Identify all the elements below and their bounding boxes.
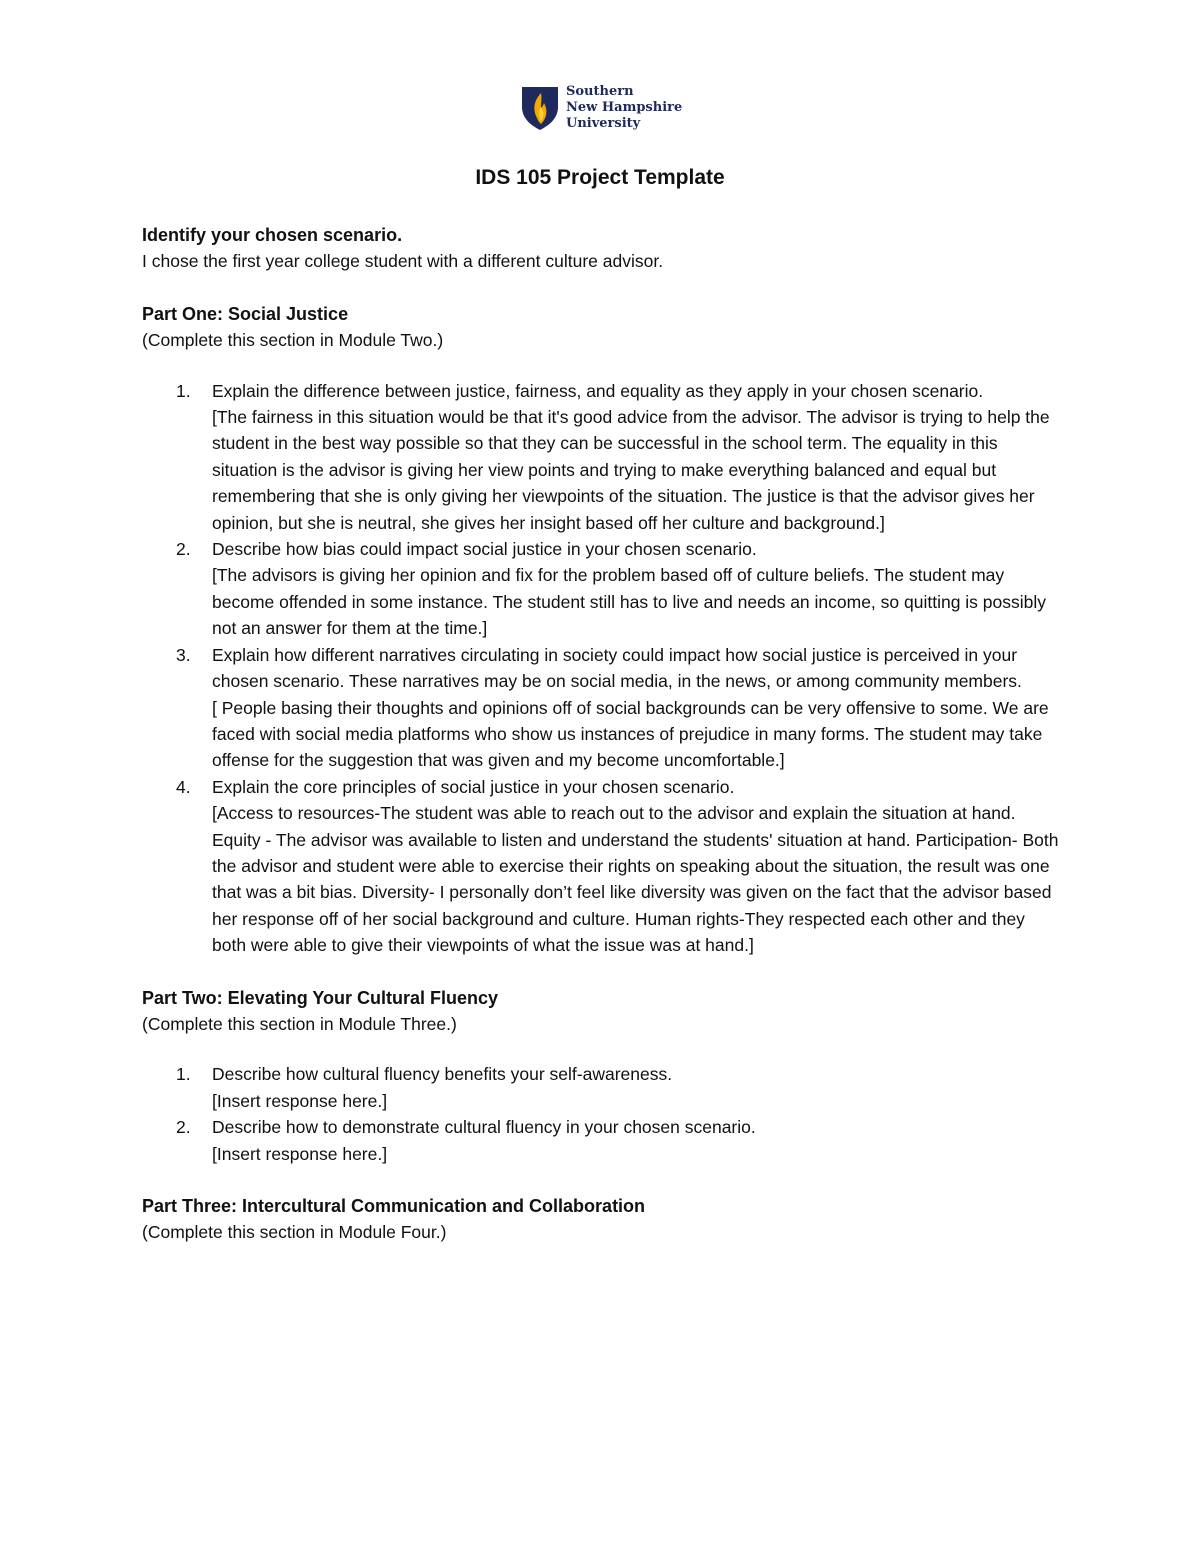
question-text: Explain the difference between justice, fairness, and equality as they apply in your chosen scenario. <box>212 380 984 401</box>
response-text: [Access to resources-The student was able to reach out to the advisor and explain the situation at hand. Equity - The advisor was available to listen and understand the students' situation at hand. Participation- Both the advisor and student were able to exercise their rights on speaking about the situation, the result was one that was a bit bias. Diversity- I personally don’t feel like diversity was given on the fact that the advisor based her response off of her social background and culture. Human rights-They respected each other and they both were able to give their viewpoints of what the issue was at hand.] <box>212 803 1059 956</box>
document-title: IDS 105 Project Template <box>475 166 725 189</box>
item-number: 4. <box>176 776 191 797</box>
scenario-response: I chose the first year college student with a different culture advisor. <box>142 251 664 272</box>
logo-line-1: Southern <box>566 84 634 99</box>
document-body <box>142 222 1062 1246</box>
part-two-heading: Part Two: Elevating Your Cultural Fluency <box>142 987 499 1008</box>
question-text: Describe how cultural fluency benefits your self-awareness. <box>212 1064 673 1085</box>
list-item <box>142 536 1062 642</box>
question-text: Explain how different narratives circulating in society could impact how social justice is perceived in your chosen scenario. These narratives may be on social media, in the news, or among community members. <box>212 644 1022 692</box>
part-three-heading: Part Three: Intercultural Communication and Collaboration <box>142 1196 646 1216</box>
response-text: [ People basing their thoughts and opinions off of social backgrounds can be very offensive to some. We are faced with social media platforms who show us instances of prejudice in many forms. The student may take offense for the suggestion that was given and my become uncomfortable.] <box>212 697 1049 771</box>
part-one-note: (Complete this section in Module Two.) <box>142 330 444 351</box>
part-one-questions <box>142 378 1062 959</box>
university-name <box>566 84 682 132</box>
item-number: 1. <box>176 380 191 401</box>
list-item <box>142 774 1062 959</box>
response-text: [Insert response here.] <box>212 1090 388 1111</box>
list-item <box>142 1114 1062 1167</box>
item-number: 1. <box>176 1064 191 1085</box>
response-text: [Insert response here.] <box>212 1143 388 1164</box>
scenario-heading: Identify your chosen scenario. <box>142 225 403 245</box>
item-number: 2. <box>176 539 191 560</box>
part-two-note: (Complete this section in Module Three.) <box>142 1013 457 1034</box>
logo-line-2: New Hampshire <box>566 100 683 115</box>
university-logo <box>520 84 682 132</box>
question-text: Describe how to demonstrate cultural fluency in your chosen scenario. <box>212 1117 756 1138</box>
item-number: 3. <box>176 644 191 665</box>
response-text: [The advisors is giving her opinion and fix for the problem based off of culture beliefs. The student may become offended in some instance. The student still has to live and needs an income, so quitting is possibly not an answer for them at the time.] <box>212 565 1047 639</box>
question-text: Explain the core principles of social justice in your chosen scenario. <box>212 776 735 797</box>
item-number: 2. <box>176 1117 191 1138</box>
list-item <box>142 378 1062 536</box>
shield-flame-icon <box>520 85 560 131</box>
list-item <box>142 1061 1062 1114</box>
part-two-questions <box>142 1061 1062 1167</box>
logo-line-3: University <box>566 116 641 131</box>
response-text: [The fairness in this situation would be that it's good advice from the advisor. The advisor is trying to help the student in the best way possible so that they can be successful in the school term. The equality in this situation is the advisor is giving her view points and trying to make everything balanced and equal but remembering that she is only giving her viewpoints of the situation. The justice is that the advisor gives her opinion, but she is neutral, she gives her insight based off her culture and background.] <box>212 407 1050 533</box>
part-one-heading: Part One: Social Justice <box>142 303 349 324</box>
list-item <box>142 642 1062 774</box>
part-three-note: (Complete this section in Module Four.) <box>142 1222 447 1243</box>
question-text: Describe how bias could impact social justice in your chosen scenario. <box>212 539 757 560</box>
